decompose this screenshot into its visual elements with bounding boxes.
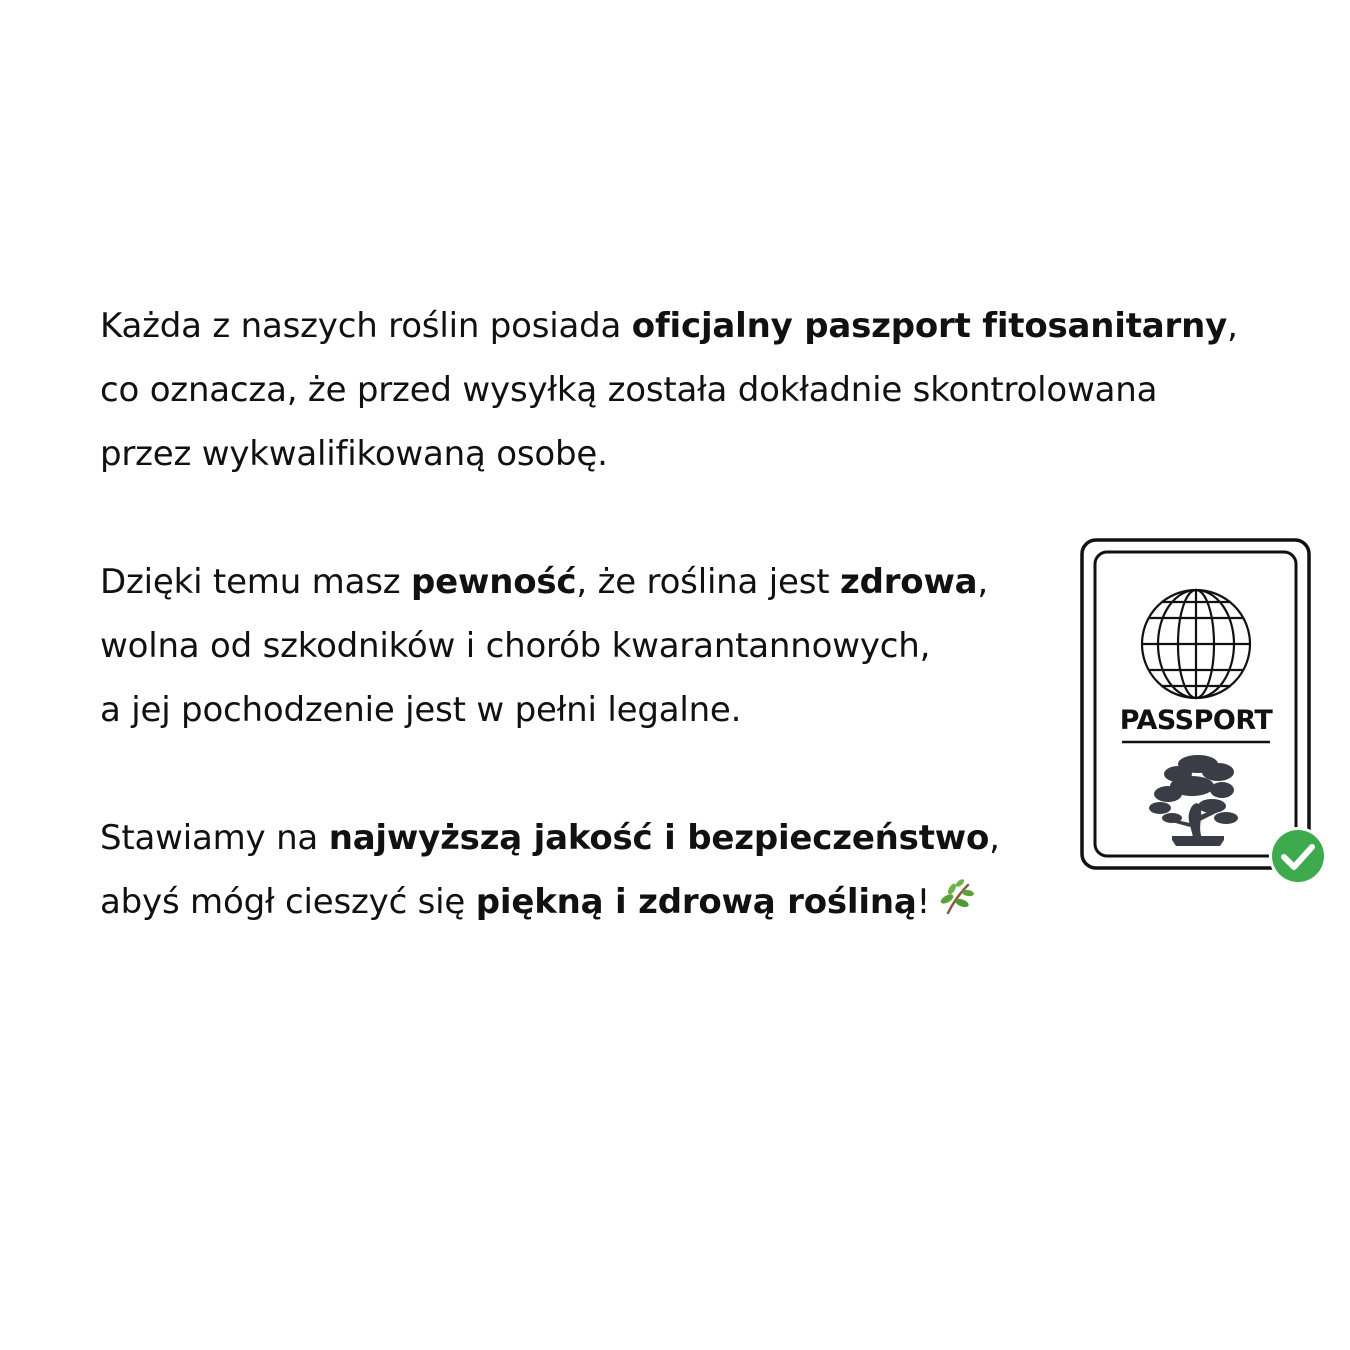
text-segment: Dzięki temu masz [100, 562, 411, 602]
text-segment: przez wykwalifikowaną osobę. [100, 434, 608, 474]
check-badge-icon [1267, 825, 1329, 887]
paragraph [100, 294, 1240, 486]
text-segment: , [977, 562, 989, 602]
bold-text: najwyższą jakość i bezpieczeństwo [328, 818, 990, 858]
text-segment: , [1227, 306, 1238, 346]
text-segment: , [989, 818, 1000, 858]
text-line [100, 614, 1240, 678]
text-line [100, 294, 1240, 358]
text-line [100, 550, 1240, 614]
text-line [100, 358, 1240, 422]
text-line [100, 678, 1240, 742]
bold-text: pewność [410, 562, 577, 602]
bold-text: zdrowa [840, 562, 978, 602]
passport-illustration [1080, 538, 1332, 888]
text-segment: , że roślina jest [576, 562, 840, 602]
text-line [100, 870, 1240, 934]
text-segment: co oznacza, że przed wysyłką została dokładnie skontrolowana [100, 370, 1158, 410]
paragraph [100, 550, 1240, 742]
text-segment: Stawiamy na [100, 818, 329, 858]
text-line [100, 806, 1240, 870]
paragraph [100, 806, 1240, 934]
bold-text: piękną i zdrową rośliną [475, 882, 917, 922]
herb-leaf-icon [938, 879, 976, 917]
text-segment: ! [916, 882, 931, 922]
bold-text: oficjalny paszport fitosanitarny [631, 306, 1228, 346]
text-segment: wolna od szkodników i chorób kwarantannowych, [100, 626, 931, 666]
text-segment: Każda z naszych roślin posiada [100, 306, 632, 346]
text-line [100, 422, 1240, 486]
text-segment: abyś mógł cieszyć się [100, 882, 476, 922]
text-segment: a jej pochodzenie jest w pełni legalne. [100, 690, 742, 730]
passport-title: PASSPORT [1119, 705, 1273, 736]
description-text [100, 294, 1240, 998]
globe-icon [1142, 590, 1250, 698]
